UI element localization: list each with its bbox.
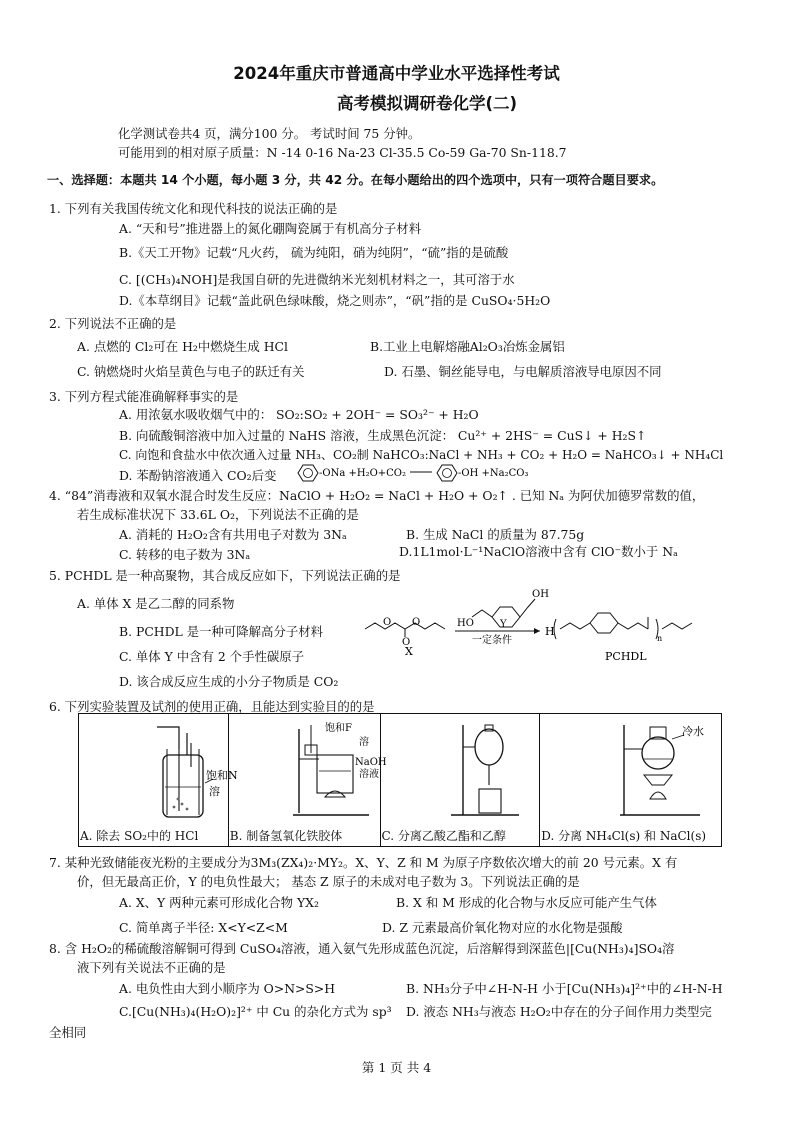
q4-option-a: A. 消耗的 H₂O₂含有共用电子对数为 3Nₐ — [119, 527, 347, 542]
section-heading: 一、选择题：本题共 14 个小题，每小题 3 分，共 42 分。在每小题给出的四个选项中，只有一项符合题目要求。 — [47, 173, 664, 187]
q4-option-c: C. 转移的电子数为 3Nₐ — [119, 547, 251, 562]
apparatus-cell-d — [540, 714, 722, 847]
q6-option-c: C. 分离乙酸乙酯和乙醇 — [381, 829, 506, 843]
q2-option-c: C. 钠燃烧时火焰呈黄色与电子的跃迁有关 — [77, 364, 305, 379]
separatory-funnel-diagram — [381, 719, 539, 827]
q7-option-c: C. 简单离子半径: X<Y<Z<M — [119, 920, 288, 935]
atomic-masses: 可能用到的相对原子质量：N -14 0-16 Na-23 Cl-35.5 Co-59 Ga-70 Sn-118.7 — [118, 145, 567, 160]
svg-text:饱和F: 饱和F — [324, 723, 352, 734]
svg-text:Y: Y — [500, 619, 507, 630]
q3-option-a: A. 用浓氨水吸收烟气中的： SO₂:SO₂ + 2OH⁻ = SO₃²⁻ + H₂O — [119, 407, 479, 422]
svg-text:O: O — [402, 637, 411, 648]
label-pchdl: PCHDL — [605, 650, 647, 663]
pchdl-product-structure — [545, 613, 692, 663]
svg-text:NaOH: NaOH — [354, 757, 387, 768]
q2-option-b: B.工业上电解熔融Al₂O₃冶炼金属铝 — [370, 339, 565, 354]
svg-text:溶: 溶 — [358, 737, 369, 748]
exam-info: 化学测试卷共4 页，满分100 分。 考试时间 75 分钟。 — [118, 126, 421, 141]
q7-stem: 7. 某种光致储能夜光粉的主要成分为3M₃(ZX₄)₂·MY₂。X、Y、Z 和 M 为原子序数依次增大的前 20 号元素。X 有 — [49, 855, 678, 870]
q2-stem: 2. 下列说法不正确的是 — [49, 316, 177, 331]
svg-text:O: O — [412, 617, 421, 628]
colloid-prep-diagram — [229, 719, 387, 827]
q1-option-c: C. [(CH₃)₄NOH]是我国自研的先进微纳米光刻机材料之一，其可溶于水 — [119, 272, 515, 287]
svg-text:HO: HO — [457, 618, 474, 629]
label-x: X — [405, 645, 413, 658]
benzene-ring-left — [298, 465, 318, 481]
reaction-condition: 一定条件 — [472, 635, 512, 646]
q8-stem: 8. 含 H₂O₂的稀硫酸溶解铜可得到 CuSO₄溶液，通入氨气先形成蓝色沉淀，后溶解得到深蓝色|[Cu(NH₃)₄]SO₄溶 — [49, 941, 675, 956]
apparatus-cell-b — [228, 714, 387, 847]
svg-text:溶: 溶 — [209, 785, 220, 798]
q5-option-d: D. 该合成反应生成的小分子物质是 CO₂ — [119, 674, 339, 689]
phenoxide-equation — [290, 463, 540, 483]
q8-stem-cont: 液下列有关说法不正确的是 — [77, 960, 226, 975]
q8-option-a: A. 电负性由大到小顺序为 O>N>S>H — [119, 981, 336, 996]
eq-right-text: -OH +Na₂CO₃ — [458, 468, 529, 479]
q6-option-b: B. 制备氢氧化铁胶体 — [229, 829, 343, 843]
q7-stem-cont: 价，但无最高正价，Y 的电负性最大； 基态 Z 原子的未成对电子数为 3。下列说法正确的是 — [77, 874, 580, 889]
q5-stem: 5. PCHDL 是一种高聚物，其合成反应如下，下列说法正确的是 — [49, 568, 401, 583]
q8-option-c: C.[Cu(NH₃)₄(H₂O)₂]²⁺ 中 Cu 的杂化方式为 sp³ — [119, 1004, 392, 1019]
q5-option-c: C. 单体 Y 中含有 2 个手性碳原子 — [119, 649, 305, 664]
apparatus-cell-a — [79, 714, 238, 847]
svg-text:溶液: 溶液 — [358, 769, 379, 780]
q6-stem: 6. 下列实验装置及试剂的使用正确，且能达到实验目的的是 — [49, 699, 375, 714]
sublimation-diagram — [540, 719, 720, 827]
q4-option-d: D.1L1mol·L⁻¹NaClO溶液中含有 ClO⁻数小于 Nₐ — [399, 544, 678, 559]
q3-option-b: B. 向硫酸铜溶液中加入过量的 NaHS 溶液，生成黑色沉淀： Cu²⁺ + 2HS⁻ = CuS↓ + H₂S↑ — [119, 428, 647, 443]
q4-stem-cont: 若生成标准状况下 33.6L O₂，下列说法不正确的是 — [77, 507, 359, 522]
monomer-y-structure — [457, 589, 549, 630]
q8-option-d: D. 液态 NH₃与液态 H₂O₂中存在的分子间作用力类型完 — [406, 1004, 712, 1019]
apparatus-cell-c — [380, 714, 540, 847]
q2-option-d: D. 石墨、铜丝能导电，与电解质溶液导电原因不同 — [384, 364, 662, 379]
q7-option-b: B. X 和 M 形成的化合物与水反应可能产生气体 — [396, 895, 657, 910]
exam-subtitle: 高考模拟调研卷化学(二) — [337, 94, 518, 113]
pchdl-reaction-scheme — [360, 585, 705, 663]
gas-washing-bottle-diagram — [79, 719, 238, 827]
q1-option-a: A. “天和号”推进器上的氮化硼陶瓷属于有机高分子材料 — [119, 221, 422, 236]
q7-option-a: A. X、Y 两种元素可形成化合物 YX₂ — [119, 895, 319, 910]
exam-title: 2024年重庆市普通高中学业水平选择性考试 — [233, 64, 560, 83]
q1-stem: 1. 下列有关我国传统文化和现代科技的说法正确的是 — [49, 201, 338, 216]
svg-text:H: H — [545, 625, 555, 638]
q3-stem: 3. 下列方程式能准确解释事实的是 — [49, 389, 239, 404]
q2-option-a: A. 点燃的 Cl₂可在 H₂中燃烧生成 HCl — [77, 339, 288, 354]
q4-stem: 4. “84”消毒液和双氧水混合时发生反应：NaClO + H₂O₂ = NaCl + H₂O + O₂↑ . 已知 Nₐ 为阿伏加德罗常数的值， — [49, 488, 705, 503]
q8-option-b: B. NH₃分子中∠H-N-H 小于[Cu(NH₃)₄]²⁺中的∠H-N-H — [406, 981, 723, 996]
q7-option-d: D. Z 元素最高价氧化物对应的水化物是强酸 — [382, 920, 623, 935]
svg-text:饱和N: 饱和N — [206, 769, 238, 782]
q4-option-b: B. 生成 NaCl 的质量为 87.75g — [406, 527, 585, 542]
svg-text:n: n — [657, 634, 663, 643]
q3-option-d: D. 苯酚钠溶液通入 CO₂后变 — [119, 468, 277, 483]
monomer-x-structure — [365, 617, 445, 658]
q8-option-d-cont: 全相同 — [49, 1025, 87, 1040]
eq-left-text: -ONa +H₂O+CO₂ — [319, 468, 407, 479]
svg-text:O: O — [383, 617, 392, 628]
page-number: 第 1 页 共 4 — [361, 1060, 432, 1075]
svg-text:OH: OH — [532, 589, 549, 600]
apparatus-table — [78, 713, 722, 847]
q5-option-a: A. 单体 X 是乙二醇的同系物 — [77, 596, 235, 611]
q6-option-a: A. 除去 SO₂中的 HCl — [80, 829, 199, 843]
svg-text:冷水: 冷水 — [682, 725, 705, 738]
q5-option-b: B. PCHDL 是一种可降解高分子材料 — [119, 624, 324, 639]
q6-option-d: D. 分离 NH₄Cl(s) 和 NaCl(s) — [541, 829, 707, 843]
q3-option-c: C. 向饱和食盐水中依次通入过量 NH₃、CO₂制 NaHCO₃:NaCl + NH₃ + CO₂ + H₂O = NaHCO₃↓ + NH₄Cl — [119, 448, 724, 462]
benzene-ring-right — [437, 465, 457, 481]
q1-option-d: D.《本草纲目》记载“盖此矾色绿味酸，烧之则赤”，“矾”指的是 CuSO₄·5H₂O — [119, 293, 551, 308]
q1-option-b: B.《天工开物》记载“凡火药， 硫为纯阳，硝为纯阴”，“硫”指的是硫酸 — [119, 245, 509, 260]
